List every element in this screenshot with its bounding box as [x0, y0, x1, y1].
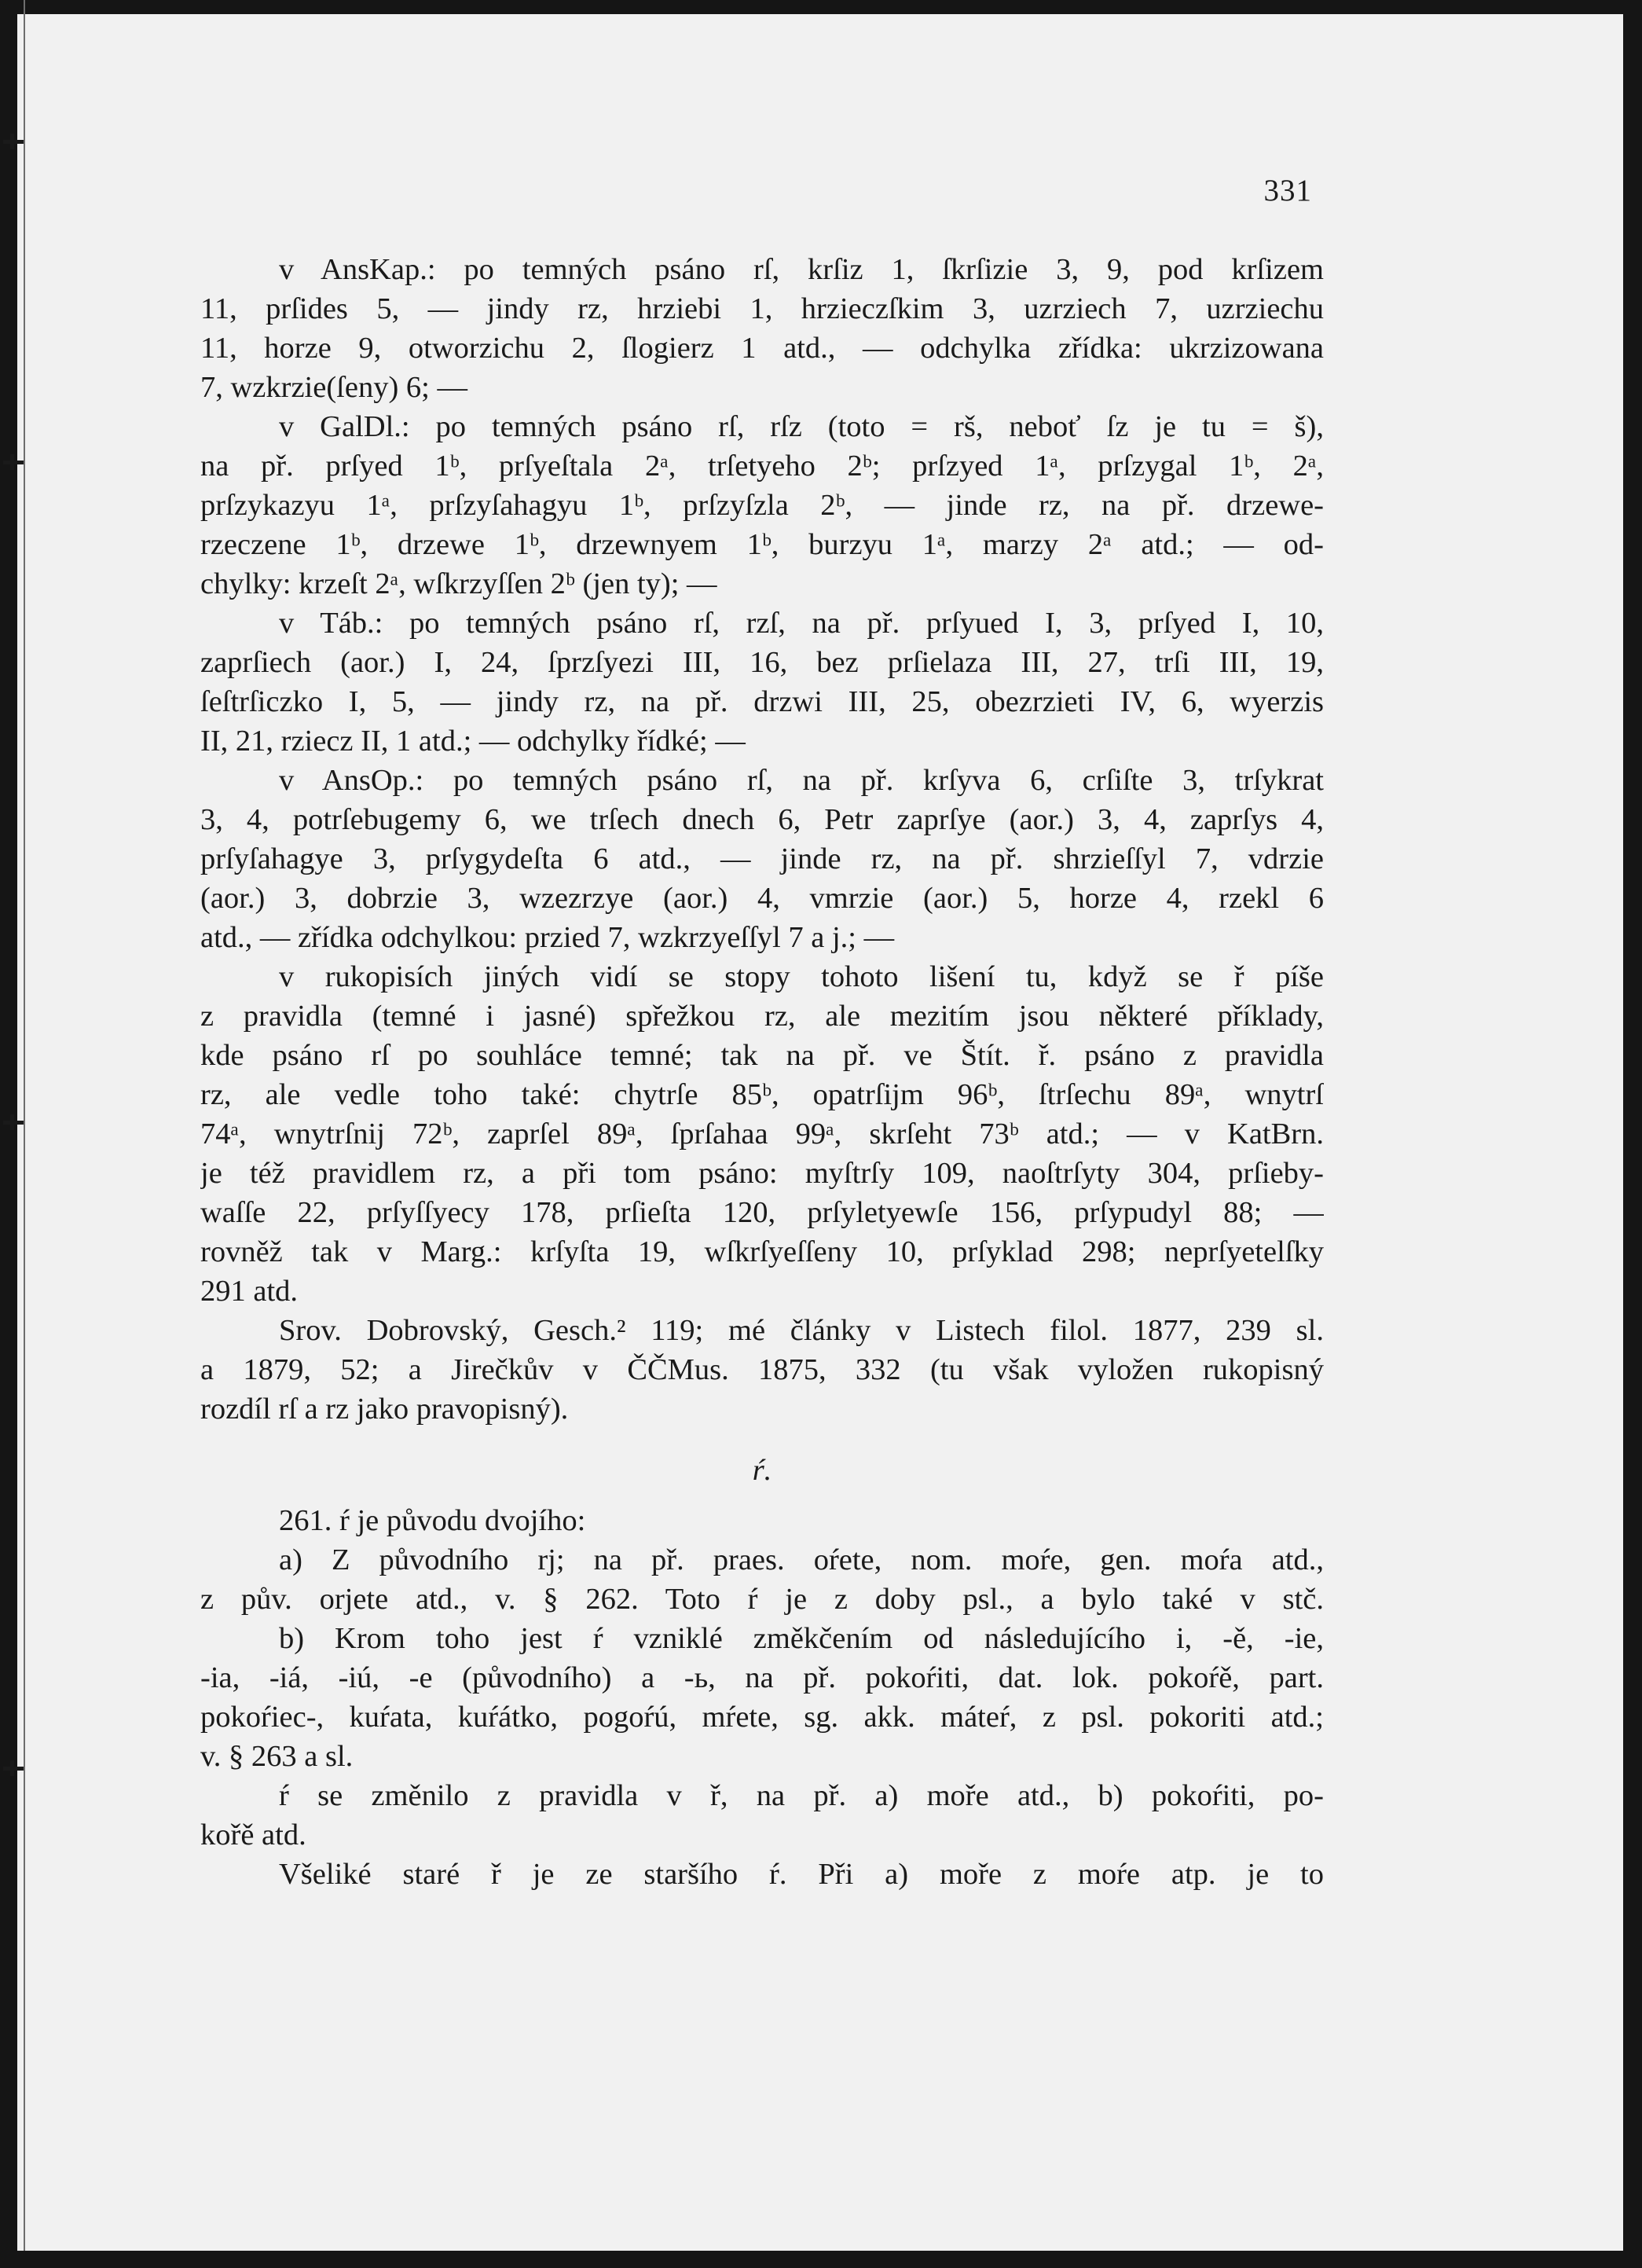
- text-line: -ia, -iá, -iú, -e (původního) a -ь, na př. pokoŕiti, dat. lok. pokoŕě, part.: [200, 1661, 1324, 1694]
- text-line: a 1879, 52; a Jirečkův v ČČMus. 1875, 332 (tu však vyložen rukopisný: [200, 1353, 1324, 1386]
- text-line: rozdíl rſ a rz jako pravopisný).: [200, 1393, 569, 1426]
- text-line: waſſe 22, prſyſſyecy 178, prſieſta 120, prſyletyewſe 156, prſypudyl 88; —: [200, 1196, 1324, 1229]
- body-text: [200, 250, 1324, 1894]
- text-line: 3, 4, potrſebugemy 6, we trſech dnech 6, Petr zaprſye (aor.) 3, 4, zaprſys 4,: [200, 803, 1324, 836]
- text-line: z pův. orjete atd., v. § 262. Toto ŕ je z doby psl., a bylo také v stč.: [200, 1583, 1324, 1616]
- text-line: v GalDl.: po temných psáno rſ, rſz (toto = rš, neboť ſz je tu = š),: [279, 410, 1324, 443]
- scan-left-rule: [24, 0, 25, 2268]
- binding-mark-icon: [3, 1114, 24, 1130]
- text-line: je též pravidlem rz, a při tom psáno: myſtrſy 109, naoſtrſyty 304, prſieby-: [200, 1157, 1324, 1190]
- scan-right-border: [1623, 0, 1642, 2268]
- text-line: prſyſahagye 3, prſygydeſta 6 atd., — jinde rz, na př. shrzieſſyl 7, vdrzie: [200, 842, 1324, 875]
- text-line: ŕ se změnilo z pravidla v ř, na př. a) moře atd., b) pokoŕiti, po-: [279, 1779, 1324, 1812]
- text-line: pokoŕiec-, kuŕata, kuŕátko, pogoŕú, mŕete, sg. akk. mátеŕ, z psl. pokoriti atd.;: [200, 1701, 1324, 1734]
- binding-mark-icon: [3, 1760, 24, 1776]
- text-line: (aor.) 3, dobrzie 3, wzezrzye (aor.) 4, vmrzie (aor.) 5, horze 4, rzekl 6: [200, 882, 1324, 915]
- text-line: zaprſiech (aor.) I, 24, ſprzſyezi III, 16, bez prſielaza III, 27, trſi III, 19,: [200, 646, 1324, 679]
- text-line: 7, wzkrzie(ſeny) 6; —: [200, 371, 467, 404]
- text-line: z pravidla (temné i jasné) spřežkou rz, ale mezitím jsou některé příklady,: [200, 1000, 1324, 1033]
- text-line: 74ᵃ, wnytrſnij 72ᵇ, zaprſel 89ᵃ, ſprſahaa 99ᵃ, skrſeht 73ᵇ atd.; — v KatBrn.: [200, 1117, 1324, 1151]
- text-line: a) Z původního rj; na př. praes. oŕete, nom. moŕe, gen. moŕa atd.,: [279, 1543, 1324, 1576]
- text-line: kořě atd.: [200, 1818, 306, 1851]
- scan-left-border: [0, 0, 17, 2268]
- text-line: Srov. Dobrovský, Gesch.² 119; mé články v Listech filol. 1877, 239 sl.: [279, 1314, 1324, 1347]
- paragraph-heading: 261. ŕ je původu dvojího:: [279, 1504, 586, 1537]
- text-line: v rukopisích jiných vidí se stopy tohoto lišení tu, když se ř píše: [279, 960, 1324, 993]
- text-line: Všeliké staré ř je ze staršího ŕ. Při a) moře z moŕe atp. je to: [279, 1858, 1324, 1891]
- scan-top-border: [0, 0, 1642, 14]
- text-line: v AnsOp.: po temných psáno rſ, na př. krſyva 6, crſiſte 3, trſykrat: [279, 764, 1324, 797]
- text-line: 11, prſides 5, — jindy rz, hrziebi 1, hrzieczſkim 3, uzrziech 7, uzrziechu: [200, 292, 1324, 325]
- text-line: II, 21, rziecz II, 1 atd.; — odchylky řídké; —: [200, 725, 746, 758]
- text-line: kde psáno rſ po souhláce temné; tak na př. ve Štít. ř. psáno z pravidla: [200, 1039, 1324, 1072]
- scan-bottom-border: [0, 2251, 1642, 2268]
- text-line: v AnsKap.: po temných psáno rſ, krſiz 1, ſkrſizie 3, 9, pod krſizem: [279, 253, 1324, 286]
- text-line: b) Krom toho jest ŕ vzniklé změkčením od následujícího i, -ě, -ie,: [279, 1622, 1324, 1655]
- text-line: na př. prſyed 1ᵇ, prſyeſtala 2ᵃ, trſetyeho 2ᵇ; prſzyed 1ᵃ, prſzygal 1ᵇ, 2ᵃ,: [200, 450, 1324, 483]
- text-line: chylky: krzeſt 2ᵃ, wſkrzyſſen 2ᵇ (jen ty); —: [200, 567, 717, 600]
- text-line: rz, ale vedle toho také: chytrſe 85ᵇ, opatrſijm 96ᵇ, ſtrſechu 89ᵃ, wnytrſ: [200, 1078, 1324, 1111]
- text-line: prſzykazyu 1ᵃ, prſzyſahagyu 1ᵇ, prſzyſzla 2ᵇ, — jinde rz, na př. drzewe-: [200, 489, 1324, 522]
- text-line: rzeczene 1ᵇ, drzewe 1ᵇ, drzewnyem 1ᵇ, burzyu 1ᵃ, marzy 2ᵃ atd.; — od-: [200, 528, 1324, 561]
- binding-mark-icon: [3, 134, 24, 149]
- text-line: v. § 263 a sl.: [200, 1740, 354, 1773]
- binding-mark-icon: [3, 454, 24, 470]
- text-line: rovněž tak v Marg.: krſyſta 19, wſkrſyeſſeny 10, prſyklad 298; neprſyetelſky: [200, 1235, 1324, 1268]
- text-line: 11, horze 9, otworzichu 2, ſlogierz 1 atd., — odchylka zřídka: ukrzizowana: [200, 332, 1324, 365]
- section-heading: ŕ.: [752, 1454, 772, 1487]
- text-line: 291 atd.: [200, 1275, 299, 1308]
- text-line: v Táb.: po temných psáno rſ, rzſ, na př. prſyued I, 3, prſyed I, 10,: [279, 607, 1324, 640]
- text-line: atd., — zřídka odchylkou: przied 7, wzkrzyeſſyl 7 a j.; —: [200, 921, 895, 954]
- page-number: 331: [1263, 174, 1312, 207]
- text-line: ſeſtrſiczko I, 5, — jindy rz, na př. drzwi III, 25, obezrzieti IV, 6, wyerzis: [200, 685, 1324, 718]
